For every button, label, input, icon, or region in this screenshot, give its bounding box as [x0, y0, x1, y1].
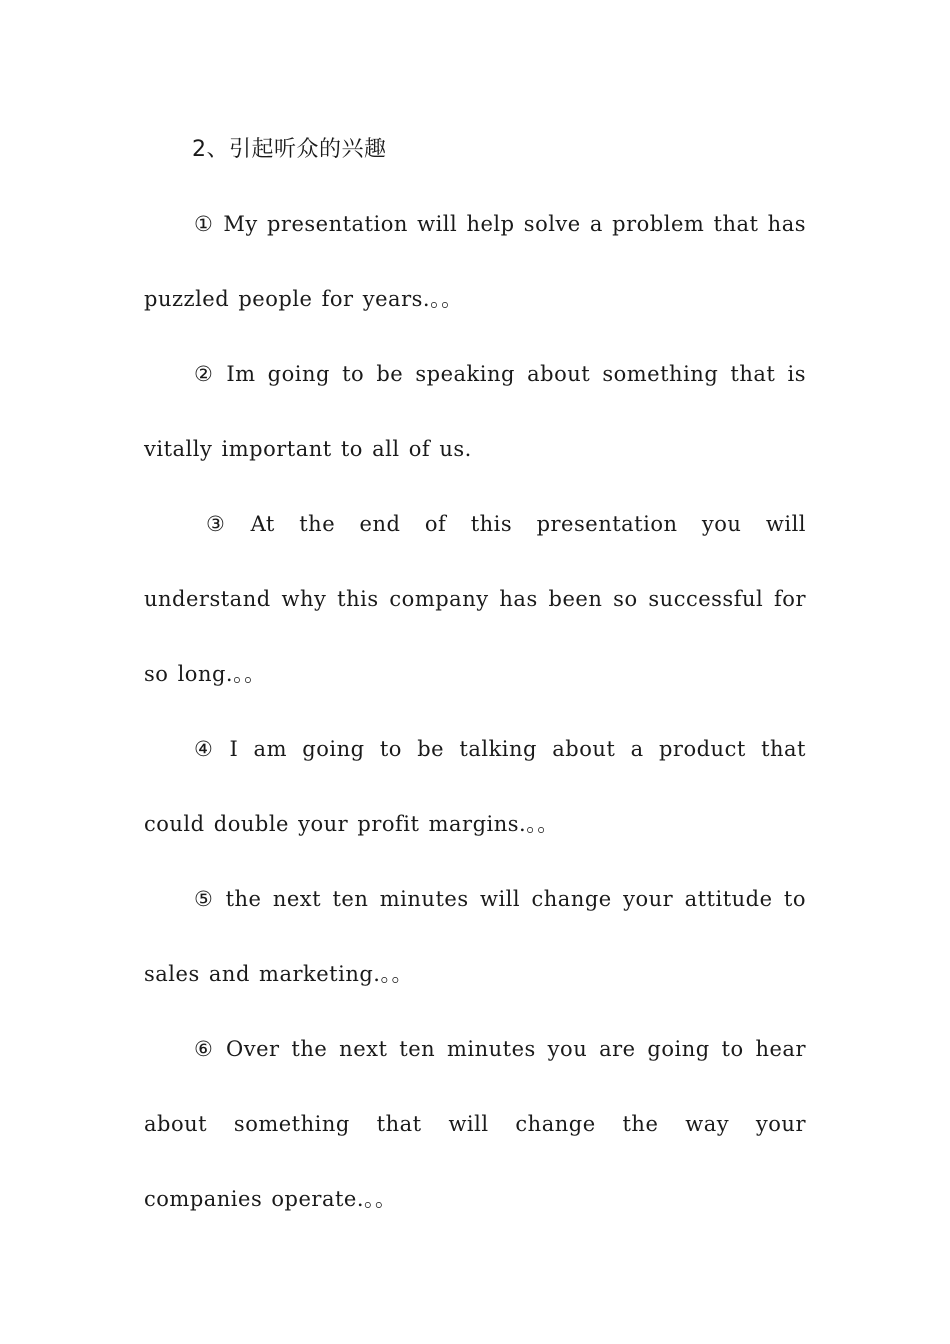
item-number: ③ [206, 512, 241, 536]
item-text: I am going to be talking about a product that could double your profit margins.。。 [144, 737, 806, 836]
item-number: ④ [194, 737, 220, 761]
item-text: At the end of this presentation you will understand why this company has been so successful for so long.。。 [144, 512, 806, 686]
item-text: Im going to be speaking about something that is vitally important to all of us. [144, 362, 806, 461]
document-body [144, 112, 806, 1237]
list-item [144, 862, 806, 1012]
item-number: ② [194, 362, 217, 386]
list-item [144, 712, 806, 862]
item-text: Over the next ten minutes you are going to hear about something that will change the way your companies operate.。。 [144, 1037, 806, 1211]
item-text: My presentation will help solve a problem that has puzzled people for years.。。 [144, 212, 806, 311]
item-number: ⑥ [194, 1037, 217, 1061]
list-item [144, 187, 806, 337]
section-heading: 2、引起听众的兴趣 [192, 137, 387, 162]
item-text: the next ten minutes will change your attitude to sales and marketing.。。 [144, 887, 807, 986]
list-item [144, 487, 806, 712]
item-number: ⑤ [194, 887, 216, 911]
list-item [144, 337, 806, 487]
item-number: ① [194, 212, 214, 236]
list-item [144, 1012, 806, 1237]
